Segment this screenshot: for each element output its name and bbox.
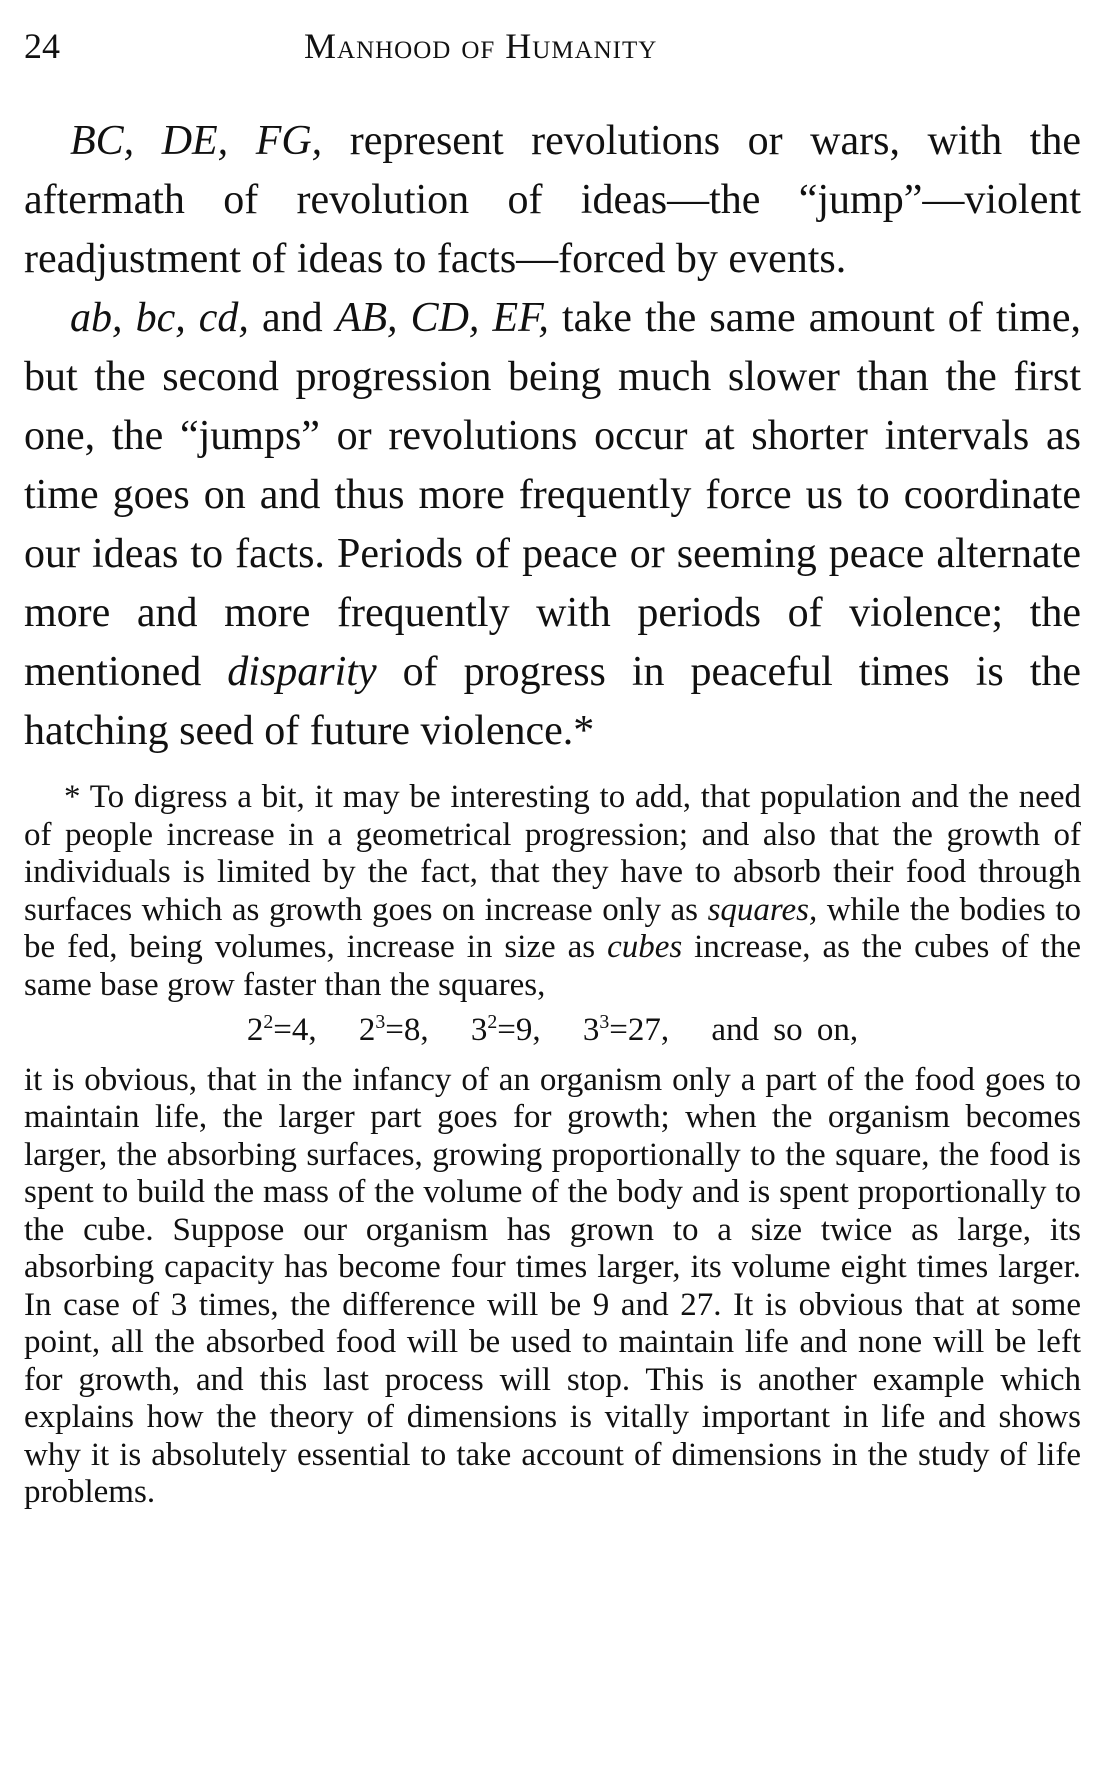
equation-term-3-exponent: 2 [487, 1011, 498, 1033]
paragraph-2-mid: and [248, 295, 336, 341]
footnote-part-3: increase, as the cubes of the same base grow faster than the squares, [24, 929, 1081, 1003]
equation-term-1-base: 2 [246, 1012, 264, 1048]
equation-term-4-exponent: 3 [599, 1011, 610, 1033]
footnote-paragraph-1 [24, 779, 1081, 1004]
equation-term-2 [359, 1012, 429, 1050]
footnote-paragraph-2: it is obvious, that in the infancy of an organism only a part of the food goes to maintain life, the larger part goes for growth; when the organism becomes larger, the absorbing surfaces, growing proportionally to the square, the food is spent to build the mass of the volume of the body and is spent proportionally to the cube. Suppose our organism has grown to a size twice as large, its absorbing capacity has become four times larger, its volume eight times larger. In case of 3 times, the difference will be 9 and 27. It is obvious that at some point, all the absorbed food will be used to maintain life and none will be left for growth, and this last process will stop. This is another example which explains how the theory of dimensions is vitally important in life and shows why it is absolutely essential to take account of dimensions in the study of life problems. [24, 1061, 1081, 1510]
equation-term-4 [583, 1012, 669, 1050]
paragraph-2-emphasis: disparity [227, 649, 377, 695]
equation-term-1-result: =4, [273, 1012, 317, 1048]
main-text [24, 112, 1081, 761]
footnote-equation [24, 1012, 1081, 1050]
paragraph-2-text-1: take the same amount of time, but the second progression being much slower than the first one, the “jumps” or revolutions occur at shorter intervals as time goes on and thus more frequently force us to coordinate our ideas to facts. Periods of peace or seeming peace alternate more and more frequently with periods of violence; the mentioned [24, 295, 1081, 695]
paragraph-2-text-2: of progress in peaceful times is the hatching seed of future violence.* [24, 649, 1081, 754]
equation-term-2-result: =8, [385, 1012, 429, 1048]
equation-term-2-exponent: 3 [375, 1011, 386, 1033]
equation-tail: and so on, [711, 1012, 859, 1048]
equation-term-4-base: 3 [582, 1012, 600, 1048]
equation-term-1 [247, 1012, 317, 1050]
paragraph-1-text: represent revolutions or wars, with the aftermath of revolution of ideas—the “jump”—violent readjustment of ideas to facts—forced by events. [24, 118, 1081, 282]
running-title: Manhood of Humanity [304, 26, 658, 66]
paragraph-2 [24, 289, 1081, 761]
equation-term-3 [471, 1012, 541, 1050]
equation-term-3-base: 3 [470, 1012, 488, 1048]
equation-term-3-result: =9, [497, 1012, 541, 1048]
running-head [24, 20, 1081, 72]
equation-term-2-base: 2 [358, 1012, 376, 1048]
page-number: 24 [24, 26, 60, 66]
equation-term-1-exponent: 2 [263, 1011, 274, 1033]
footnote-emphasis-cubes: cubes [607, 929, 683, 965]
paragraph-1-lead: BC, DE, FG, [70, 118, 323, 164]
footnote-part-2: while the bodies to be fed, being volumes, increase in size as [24, 891, 1081, 965]
footnote [24, 779, 1081, 1512]
equation-term-4-result: =27, [609, 1012, 670, 1048]
footnote-part-1: * To digress a bit, it may be interesting to add, that population and the need of people increase in a geometrical progression; and also that the growth of individuals is limited by the fact, that they have to absorb their food through surfaces which as growth goes on increase only as [24, 779, 1081, 928]
paragraph-1 [24, 112, 1081, 289]
paragraph-2-lead-1: ab, bc, cd, [70, 295, 249, 341]
footnote-emphasis-squares: squares, [707, 891, 818, 928]
paragraph-2-lead-2: AB, CD, EF, [335, 295, 549, 341]
